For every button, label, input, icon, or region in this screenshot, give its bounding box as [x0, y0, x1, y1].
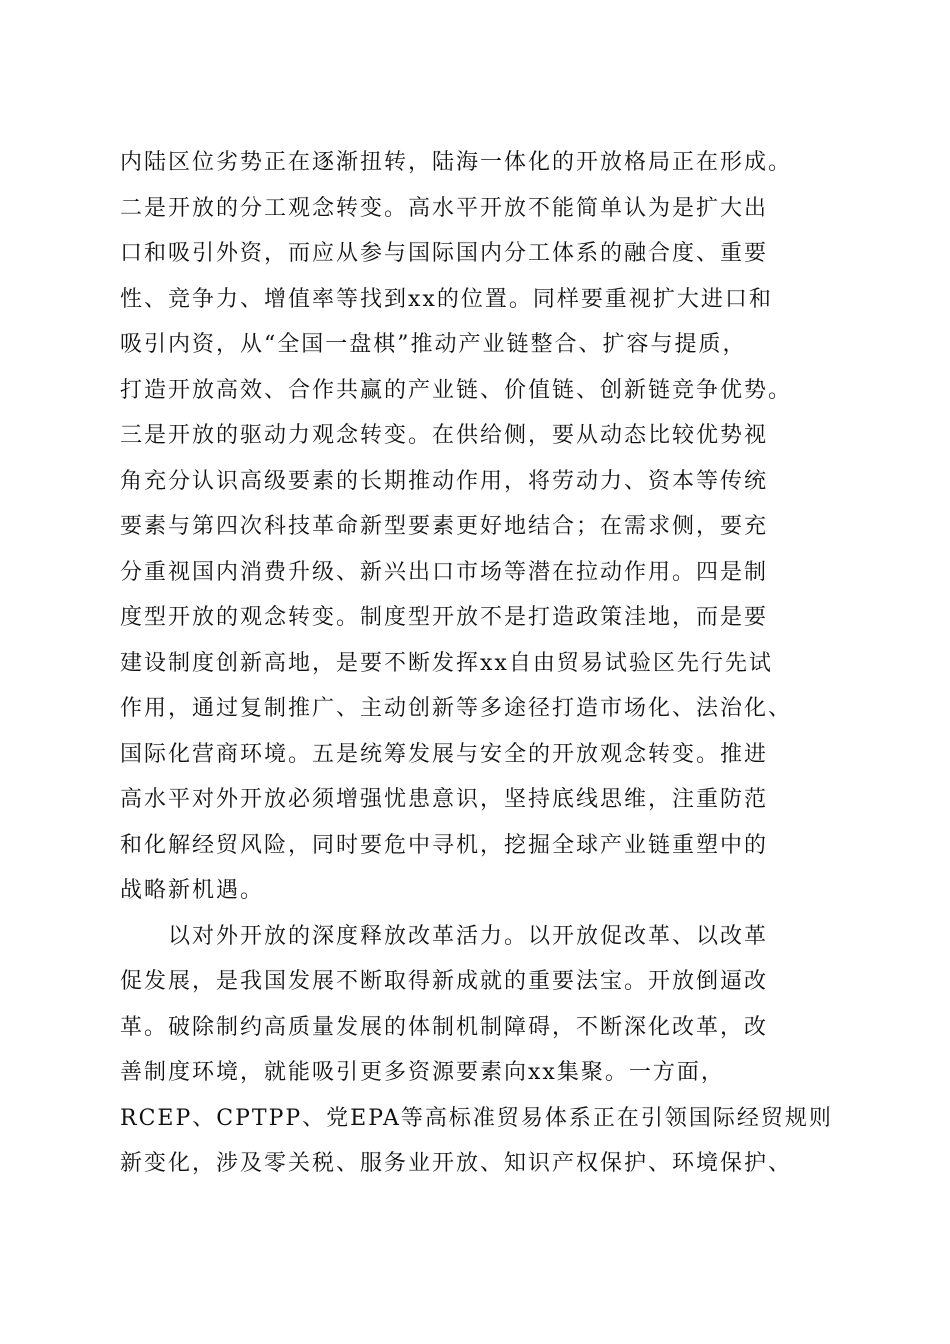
text-line: 吸引内资，从“全国一盘棋”推动产业链整合、扩容与提质， [120, 332, 747, 357]
text-line: 口和吸引外资，而应从参与国际国内分工体系的融合度、重要 [120, 241, 769, 266]
text-line: 建设制度创新高地，是要不断发挥xx自由贸易试验区先行先试 [120, 650, 773, 676]
text-line: 国际化营商环境。五是统筹发展与安全的开放观念转变。推进 [120, 741, 769, 767]
text-line: 分重视国内消费升级、新兴出口市场等潜在拉动作用。四是制 [120, 559, 769, 585]
text-line: 度型开放的观念转变。制度型开放不是打造政策洼地，而是要 [120, 605, 769, 630]
text-line: 促发展，是我国发展不断取得新成就的重要法宝。开放倒逼改 [120, 969, 769, 994]
text-line: 战略新机遇。 [120, 878, 265, 903]
text-line: 善制度环境，就能吸引更多资源要素向xx集聚。一方面， [120, 1060, 725, 1085]
text-line: RCEP、CPTPP、党EPA等高标准贸易体系正在引领国际经贸规则 [120, 1105, 833, 1131]
paragraph-start-line: 以对外开放的深度释放改革活力。以开放促改革、以改革 [168, 923, 769, 949]
text-line: 内陆区位劣势正在逐渐扭转，陆海一体化的开放格局正在形成。 [120, 150, 793, 175]
text-line: 新变化，涉及零关税、服务业开放、知识产权保护、环境保护、 [120, 1151, 793, 1176]
text-line: 二是开放的分工观念转变。高水平开放不能简单认为是扩大出 [120, 195, 769, 221]
text-line: 高水平对外开放必须增强忧患意识，坚持底线思维，注重防范 [120, 787, 769, 812]
text-line: 作用，通过复制推广、主动创新等多途径打造市场化、法治化、 [120, 696, 793, 721]
text-line: 角充分认识高级要素的长期推动作用，将劳动力、资本等传统 [120, 468, 769, 494]
text-line: 性、竞争力、增值率等找到xx的位置。同样要重视扩大进口和 [120, 286, 773, 312]
text-line: 三是开放的驱动力观念转变。在供给侧，要从动态比较优势视 [120, 423, 769, 448]
text-line: 和化解经贸风险，同时要危中寻机，挖掘全球产业链重塑中的 [120, 832, 769, 858]
text-line: 打造开放高效、合作共赢的产业链、价值链、创新链竞争优势。 [120, 377, 793, 403]
text-line: 革。破除制约高质量发展的体制机制障碍，不断深化改革，改 [120, 1014, 769, 1040]
body-text [120, 140, 850, 1187]
text-line: 要素与第四次科技革命新型要素更好地结合；在需求侧，要充 [120, 514, 769, 539]
